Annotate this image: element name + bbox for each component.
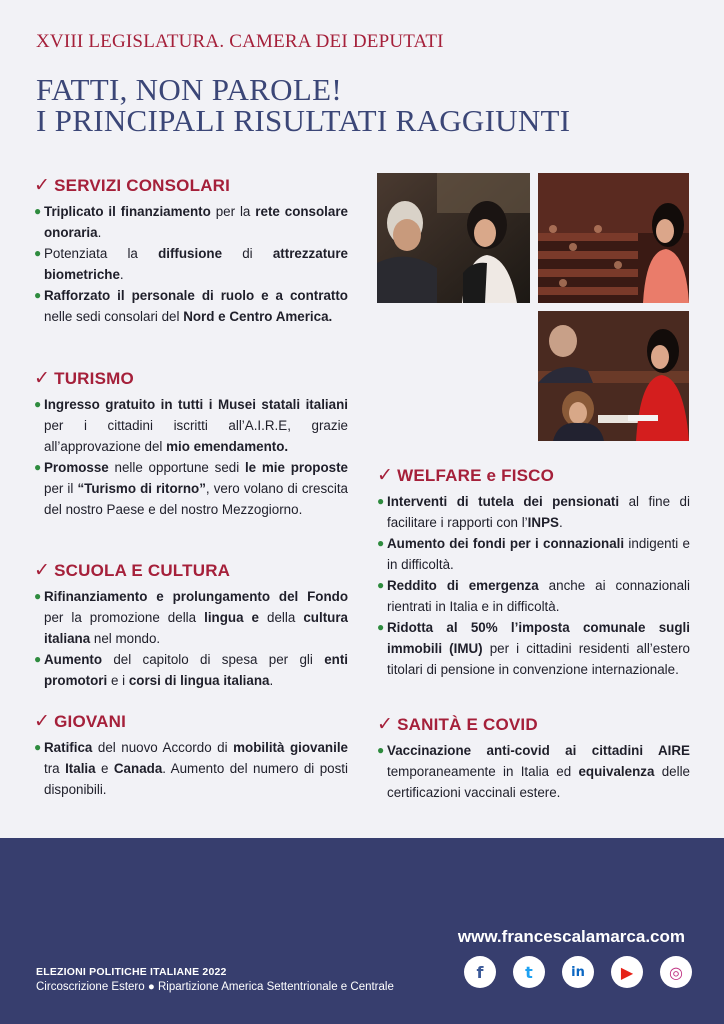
text: indigenti e in difficoltà. <box>387 536 691 572</box>
footer-subtitle: Circoscrizione Estero ● Ripartizione America Settentrionale e Centrale <box>36 981 394 993</box>
website-link[interactable]: www.francescalamarca.com <box>457 927 685 946</box>
list-item <box>34 243 348 285</box>
bold-text: Nord e Centro America. <box>183 309 333 324</box>
bold-text: equivalenza <box>578 764 655 779</box>
text: del nuovo Accordo di <box>92 740 234 755</box>
text: anche ai connazionali rientrati in Italia e in difficoltà. <box>387 578 691 614</box>
bold-text: lingua e <box>204 610 260 625</box>
bold-text: INPS <box>527 515 559 530</box>
section-title-text: SERVIZI CONSOLARI <box>54 176 231 195</box>
photo-meeting <box>377 173 530 303</box>
bullet-icon: ● <box>377 743 385 757</box>
bold-text: le mie proposte <box>244 460 348 475</box>
bullet-icon: ● <box>34 460 42 474</box>
page-headline <box>36 74 570 136</box>
text: . <box>97 225 102 240</box>
bold-text: Ridotta al 50% l’imposta comunale sugli immobili (IMU) <box>387 620 690 656</box>
list-item <box>34 586 348 649</box>
section-title <box>377 713 690 736</box>
instagram-button[interactable] <box>660 956 692 988</box>
bold-text: Italia <box>65 761 96 776</box>
text: delle certificazioni vaccinali estere. <box>387 764 690 800</box>
section-servizi-consolari <box>34 174 348 327</box>
checkmark-icon: ✓ <box>34 175 51 196</box>
linkedin-button[interactable] <box>562 956 594 988</box>
text: . <box>558 515 563 530</box>
bold-text: Triplicato il finanziamento <box>44 204 211 219</box>
bold-text: mio emendamento. <box>166 439 289 454</box>
section-sanita-covid <box>377 713 690 803</box>
text: al fine di facilitare i rapporti con l’ <box>387 494 690 530</box>
bullet-icon: ● <box>34 246 42 260</box>
instagram-icon: ◎ <box>669 962 683 982</box>
section-giovani <box>34 710 348 800</box>
checkmark-icon: ✓ <box>34 560 51 581</box>
text: del capitolo di spesa per gli <box>102 652 325 667</box>
bold-text: “Turismo di ritorno” <box>77 481 206 496</box>
bold-text: Aumento dei fondi per i connazionali <box>387 536 625 551</box>
list-item <box>377 533 690 575</box>
bold-text: Promosse <box>44 460 109 475</box>
section-title-text: GIOVANI <box>54 712 127 731</box>
bold-text: Rifinanziamento e prolungamento del Fondo <box>44 589 348 604</box>
list-item <box>377 491 690 533</box>
bold-text: Ratifica <box>44 740 93 755</box>
bullet-list <box>34 394 348 520</box>
social-links <box>464 956 692 988</box>
text: e <box>95 761 114 776</box>
bullet-list <box>34 201 348 327</box>
bold-text: Vaccinazione anti-covid ai cittadini AIRE <box>387 743 690 758</box>
bullet-icon: ● <box>377 620 385 634</box>
photo-parliament-bench <box>538 311 689 441</box>
list-item <box>34 457 348 520</box>
text: Potenziata la <box>44 246 159 261</box>
facebook-button[interactable] <box>464 956 496 988</box>
section-turismo <box>34 367 348 520</box>
bullet-list <box>377 491 690 680</box>
bullet-icon: ● <box>34 204 42 218</box>
list-item <box>377 617 690 680</box>
bold-text: Ingresso gratuito in tutti i Musei statali italiani <box>44 397 348 412</box>
text: . <box>119 267 124 282</box>
bullet-list <box>377 740 690 803</box>
section-title <box>34 559 348 582</box>
bullet-icon: ● <box>34 652 42 666</box>
bold-text: Aumento <box>44 652 103 667</box>
list-item <box>34 285 348 327</box>
section-title-text: TURISMO <box>54 369 134 388</box>
text: nelle sedi consolari del <box>44 309 184 324</box>
text: della <box>259 610 304 625</box>
text: per i cittadini iscritti all’A.I.R.E, grazie all’approvazione del <box>44 418 348 454</box>
bold-text: attrezzature biometriche <box>44 246 348 282</box>
text: nelle opportune sedi <box>108 460 245 475</box>
footer <box>0 838 724 1024</box>
text: di <box>222 246 273 261</box>
bullet-icon: ● <box>34 740 42 754</box>
bold-text: Rafforzato il personale di ruolo e a contratto <box>44 288 348 303</box>
text: per la <box>210 204 256 219</box>
youtube-button[interactable] <box>611 956 643 988</box>
checkmark-icon: ✓ <box>34 711 51 732</box>
bold-text: corsi di lingua italiana <box>128 673 270 688</box>
section-title-text: SANITÀ E COVID <box>397 715 538 734</box>
photo-parliament-speech <box>538 173 689 303</box>
text: per i cittadini residenti all’estero titolari di pensione in convenzione internazionale. <box>387 641 690 677</box>
bullet-icon: ● <box>34 589 42 603</box>
section-title <box>377 464 690 487</box>
section-title <box>34 367 348 390</box>
section-title <box>34 710 348 733</box>
linkedin-icon: in <box>571 964 585 980</box>
facebook-icon: f <box>476 962 484 982</box>
list-item <box>34 649 348 691</box>
text: nel mondo. <box>90 631 161 646</box>
text: e i <box>107 673 129 688</box>
section-title <box>34 174 348 197</box>
section-title-text: WELFARE e FISCO <box>397 466 555 485</box>
bold-text: enti promotori <box>44 652 348 688</box>
bullet-list <box>34 586 348 691</box>
list-item <box>34 394 348 457</box>
bullet-icon: ● <box>377 536 385 550</box>
bullet-icon: ● <box>377 494 385 508</box>
bold-text: diffusione <box>158 246 223 261</box>
headline-line-2: I PRINCIPALI RISULTATI RAGGIUNTI <box>36 103 571 138</box>
list-item <box>377 575 690 617</box>
list-item <box>34 201 348 243</box>
bold-text: Canada <box>113 761 163 776</box>
text: , vero volano di crescita del nostro Paese e del nostro Mezzogiorno. <box>44 481 348 517</box>
text: temporaneamente in Italia ed <box>387 764 579 779</box>
list-item <box>34 737 348 800</box>
bold-text: cultura italiana <box>44 610 348 646</box>
text: per la promozione della <box>44 610 205 625</box>
bullet-icon: ● <box>377 578 385 592</box>
text: tra <box>44 761 66 776</box>
text: . Aumento del numero di posti disponibili. <box>44 761 348 797</box>
bold-text: Interventi di tutela dei pensionati <box>387 494 620 509</box>
checkmark-icon: ✓ <box>377 465 394 486</box>
text: per il <box>44 481 78 496</box>
list-item <box>377 740 690 803</box>
youtube-icon: ▶ <box>620 962 634 982</box>
bullet-icon: ● <box>34 397 42 411</box>
bold-text: Reddito di emergenza <box>387 578 539 593</box>
bold-text: rete consolare onoraria <box>44 204 349 240</box>
twitter-icon: t <box>525 962 533 982</box>
bullet-icon: ● <box>34 288 42 302</box>
bold-text: mobilità giovanile <box>233 740 348 755</box>
footer-title: ELEZIONI POLITICHE ITALIANE 2022 <box>36 966 227 978</box>
section-welfare-fisco <box>377 464 690 680</box>
section-title-text: SCUOLA E CULTURA <box>54 561 231 580</box>
bullet-list <box>34 737 348 800</box>
checkmark-icon: ✓ <box>377 714 394 735</box>
twitter-button[interactable] <box>513 956 545 988</box>
legislature-label: XVIII LEGISLATURA. CAMERA DEI DEPUTATI <box>36 31 444 52</box>
headline-line-1: FATTI, NON PAROLE! <box>36 72 342 107</box>
checkmark-icon: ✓ <box>34 368 51 389</box>
text: . <box>269 673 274 688</box>
section-scuola-cultura <box>34 559 348 691</box>
